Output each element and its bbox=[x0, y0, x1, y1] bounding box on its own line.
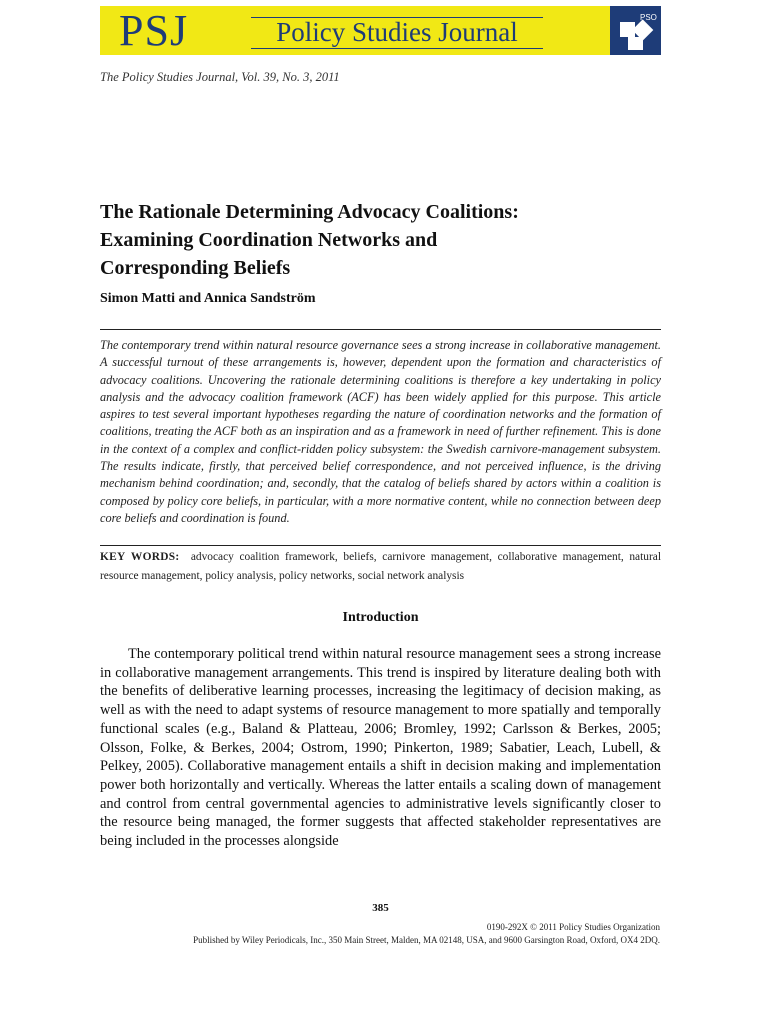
keywords-label: KEY WORDS: bbox=[100, 551, 180, 563]
body-paragraph: The contemporary political trend within natural resource management sees a strong increase in collaborative management arrangements. This trend is inspired by literature dealing both with the benefits of deliberative learning processes, increasing the legitimacy of decision making, as well as with the need to adapt systems of resource management to more spatially and temporally functional scales (e.g., Baland & Platteau, 2006; Bromley, 1992; Carlsson & Berkes, 2005; Olsson, Folke, & Berkes, 2004; Ostrom, 1990; Pinkerton, 1989; Sabatier, Leach, Lubell, & Pelkey, 2005). Collaborative management entails a shift in decision making and implementation power both horizontally and vertically. Whereas the latter entails a scaling down of management and control from central governmental agencies to administrative levels significantly closer to the resource being managed, the former suggests that affected stakeholder representatives are being included in the processes alongside bbox=[100, 646, 661, 850]
title-line: The Rationale Determining Advocacy Coalitions: bbox=[100, 201, 519, 223]
authors: Simon Matti and Annica Sandström bbox=[100, 291, 316, 306]
keywords-list: advocacy coalition framework, beliefs, carnivore management, collaborative management, natural resource management, policy analysis, policy networks, social network analysis bbox=[100, 551, 661, 582]
pso-seal-icon bbox=[610, 6, 661, 55]
journal-logo-text: PSJ bbox=[119, 6, 189, 55]
section-heading: Introduction bbox=[342, 610, 419, 625]
issn-copyright: 0190-292X © 2011 Policy Studies Organization bbox=[486, 922, 660, 932]
journal-citation: The Policy Studies Journal, Vol. 39, No. 3, 2011 bbox=[100, 70, 340, 84]
title-line: Examining Coordination Networks and bbox=[100, 229, 438, 251]
abstract-bottom-rule bbox=[100, 545, 661, 546]
journal-banner bbox=[100, 6, 661, 55]
article-title bbox=[100, 198, 660, 282]
abstract: The contemporary trend within natural resource governance sees a strong increase in collaborative management. A successful turnout of these arrangements is, however, dependent upon the formation and characteristics of advocacy coalitions. Uncovering the rationale determining coalitions is therefore a key undertaking in policy analysis and the advocacy coalition framework (ACF) has been widely applied for this purpose. This article aspires to test several important hypotheses regarding the nature of coordination networks and the formation of coalitions, treating the ACF both as an inspiration and as a framework in need of further refinement. This is done in the context of a complex and conflict-ridden policy subsystem: the Swedish carnivore-management subsystem. The results indicate, firstly, that perceived belief correspondence, and not perceived influence, is the driving mechanism behind coordination; and, secondly, that the catalog of beliefs shared by actors within a coalition is composed by policy core beliefs, in particular, with a more normative content, while no connection between deep core beliefs and coordination is found. bbox=[100, 338, 661, 525]
title-line: Corresponding Beliefs bbox=[100, 257, 291, 279]
journal-name: Policy Studies Journal bbox=[276, 17, 518, 47]
publisher-info: Published by Wiley Periodicals, Inc., 350 Main Street, Malden, MA 02148, USA, and 9600 Garsington Road, Oxford, OX4 2DQ. bbox=[193, 935, 660, 945]
journal-name-box bbox=[251, 17, 543, 49]
abstract-top-rule bbox=[100, 329, 661, 330]
keywords bbox=[100, 548, 661, 585]
svg-text:PSO: PSO bbox=[640, 13, 657, 22]
page-number: 385 bbox=[372, 902, 389, 914]
